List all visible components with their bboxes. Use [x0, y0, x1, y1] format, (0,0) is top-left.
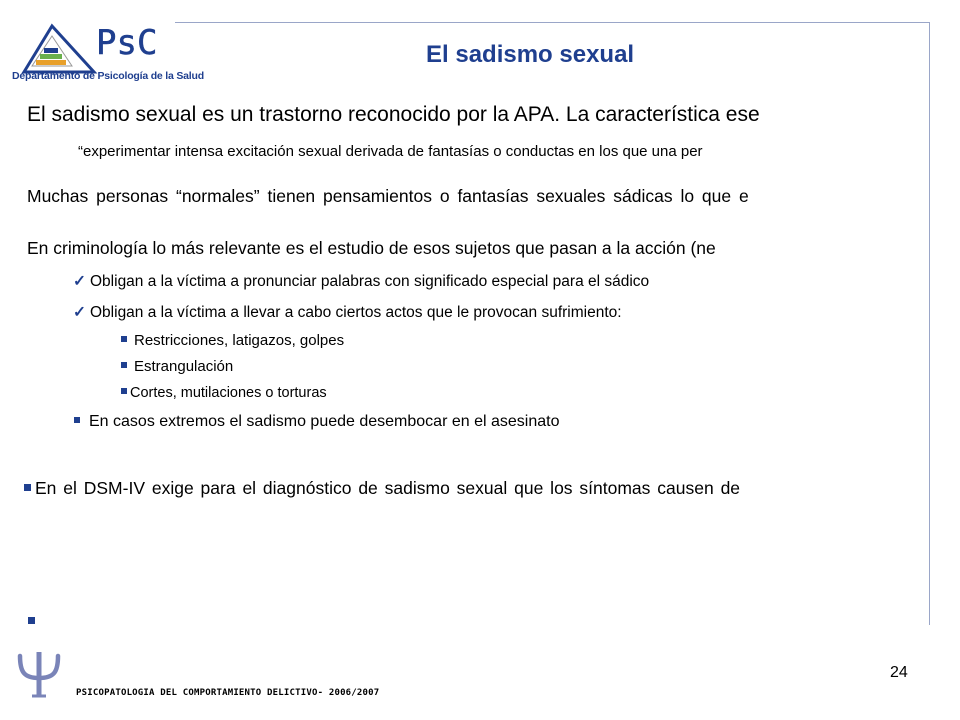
checkmark-icon: ✓ — [73, 273, 86, 290]
list-item: ✓ Obligan a la víctima a pronunciar palabras con significado especial para el sádico — [73, 273, 650, 290]
page-number: 24 — [890, 664, 908, 681]
square-bullet-icon — [74, 417, 80, 423]
list-item: Cortes, mutilaciones o torturas — [121, 385, 327, 401]
course-footer: PSICOPATOLOGIA DEL COMPORTAMIENTO DELICTIVO- 2006/2007 — [76, 688, 380, 698]
list-item: ✓ Obligan a la víctima a llevar a cabo ciertos actos que le provocan sufrimiento: — [73, 304, 622, 321]
svg-text:PsC: PsC — [96, 23, 158, 63]
empty-bullet-icon — [28, 617, 35, 624]
square-bullet-icon — [121, 388, 127, 394]
list-item: Restricciones, latigazos, golpes — [121, 332, 344, 349]
list-item: En casos extremos el sadismo puede desembocar en el asesinato — [74, 413, 559, 431]
slide-title: El sadismo sexual — [426, 41, 635, 68]
square-bullet-icon — [121, 336, 127, 342]
psi-logo-icon — [14, 648, 64, 700]
dsm-paragraph: En el DSM-IV exige para el diagnóstico de sadismo sexual que los síntomas causen de — [24, 478, 740, 499]
department-name: Departamento de Psicología de la Salud — [12, 70, 204, 82]
intro-paragraph: El sadismo sexual es un trastorno reconocido por la APA. La característica ese — [27, 103, 760, 126]
square-bullet-icon — [24, 484, 31, 491]
square-bullet-icon — [121, 362, 127, 368]
normales-paragraph: Muchas personas “normales” tienen pensamientos o fantasías sexuales sádicas lo que e — [27, 186, 749, 206]
list-item: Estrangulación — [121, 358, 233, 375]
definition-quote: “experimentar intensa excitación sexual derivada de fantasías o conductas en los que una per — [78, 143, 703, 160]
criminologia-paragraph: En criminología lo más relevante es el estudio de esos sujetos que pasan a la acción (ne — [27, 238, 716, 258]
checkmark-icon: ✓ — [73, 304, 86, 321]
